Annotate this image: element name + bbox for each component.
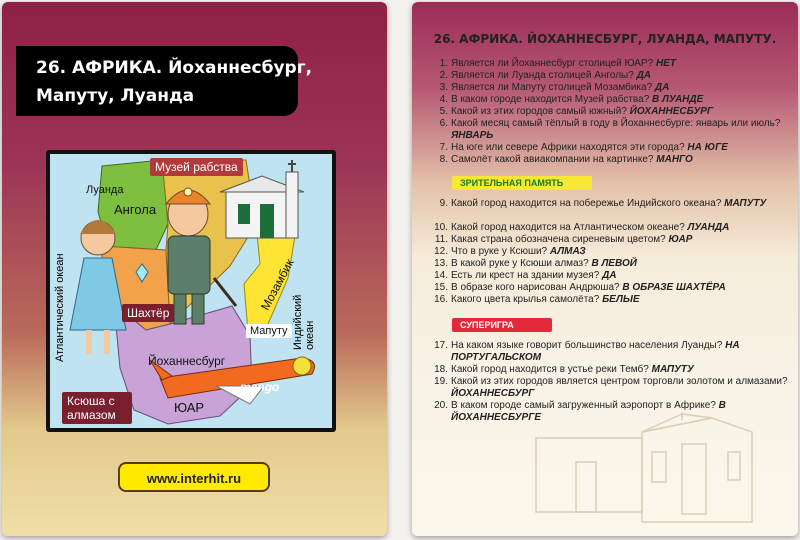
label-johannesburg: Йоханнесбург [148,354,226,368]
label-south-africa: ЮАР [174,400,205,415]
label-museum: Музей рабства [150,158,243,176]
label-mozambique: Мозамбик [258,256,297,313]
label-ksyusha: Ксюша с алмазом [62,392,132,424]
back-card [412,2,798,536]
website-link-button[interactable] [118,462,270,492]
question-3: 3. Является ли Мапуту столицей Мозамбика? ДА [439,82,670,93]
question-5: 5. Какой из этих городов самый южный? ЙОХАННЕСБУРГ [439,106,714,117]
label-maputu: Мапуту [246,324,292,338]
label-miner: Шахтёр [122,304,174,322]
label-angola: Ангола [114,202,157,217]
label-atlantic-ocean: Атлантический океан [54,253,66,362]
question-20: 20. В каком городе самый загруженный аэропорт в Африке? В ЙОХАННЕСБУРГЕ [434,400,726,423]
label-luanda: Луанда [86,184,124,196]
question-14: 14. Есть ли крест на здании музея? ДА [434,270,617,281]
question-9: 9. Какой город находится на побережье Индийского океана? МАПУТУ [439,198,767,209]
front-card [2,2,387,536]
front-title-line-1: 26. АФРИКА. Йоханнесбург, [36,58,313,78]
map-frame [46,150,336,432]
website-link[interactable]: www.interhit.ru [146,471,242,486]
question-17: 17. На каком языке говорит большинство населения Луанды? НА ПОРТУГАЛЬСКОМ [434,340,740,363]
question-19: 19. Какой из этих городов является центром торговли золотом и алмазами? ЙОХАННЕСБУРГ [434,376,788,399]
back-title: 26. АФРИКА. ЙОХАННЕСБУРГ, ЛУАНДА, МАПУТУ. [433,32,777,46]
question-12: 12. Что в руке у Ксюши? АЛМАЗ [434,246,586,257]
africa-map [50,154,332,428]
question-8: 8. Самолёт какой авиакомпании на картинке? МАНГО [439,154,693,165]
question-4: 4. В каком городе находится Музей рабства? В ЛУАНДЕ [439,94,704,105]
label-plane-logo: mango [240,380,280,394]
question-13: 13. В какой руке у Ксюши алмаз? В ЛЕВОЙ [434,258,637,269]
question-10: 10. Какой город находится на Атлантическом океане? ЛУАНДА [434,222,730,233]
label-indian-ocean: Индийский океан [292,294,316,350]
museum-sketch [532,412,762,532]
question-6: 6. Какой месяц самый тёплый в году в Йоханнесбурге: январь или июль? ЯНВАРЬ [439,118,781,141]
front-title-line-2: Мапуту, Луанда [36,86,195,106]
section-visual-memory: ЗРИТЕЛЬНАЯ ПАМЯТЬ [452,176,592,190]
question-2: 2. Является ли Луанда столицей Анголы? ДА [439,70,652,81]
question-15: 15. В образе кого нарисован Андрюша? В ОБРАЗЕ ШАХТЁРА [434,282,726,293]
question-11: 11. Какая страна обозначена сиреневым цветом? ЮАР [434,234,693,245]
question-18: 18. Какой город находится в устье реки Темб? МАПУТУ [434,364,694,375]
question-1: 1. Является ли Йоханнесбург столицей ЮАР? НЕТ [439,58,676,69]
front-title-banner [16,46,313,116]
question-7: 7. На юге или севере Африки находятся эти города? НА ЮГЕ [439,142,728,153]
question-16: 16. Какого цвета крылья самолёта? БЕЛЫЕ [434,294,640,305]
section-super-game: СУПЕРИГРА [452,318,552,332]
